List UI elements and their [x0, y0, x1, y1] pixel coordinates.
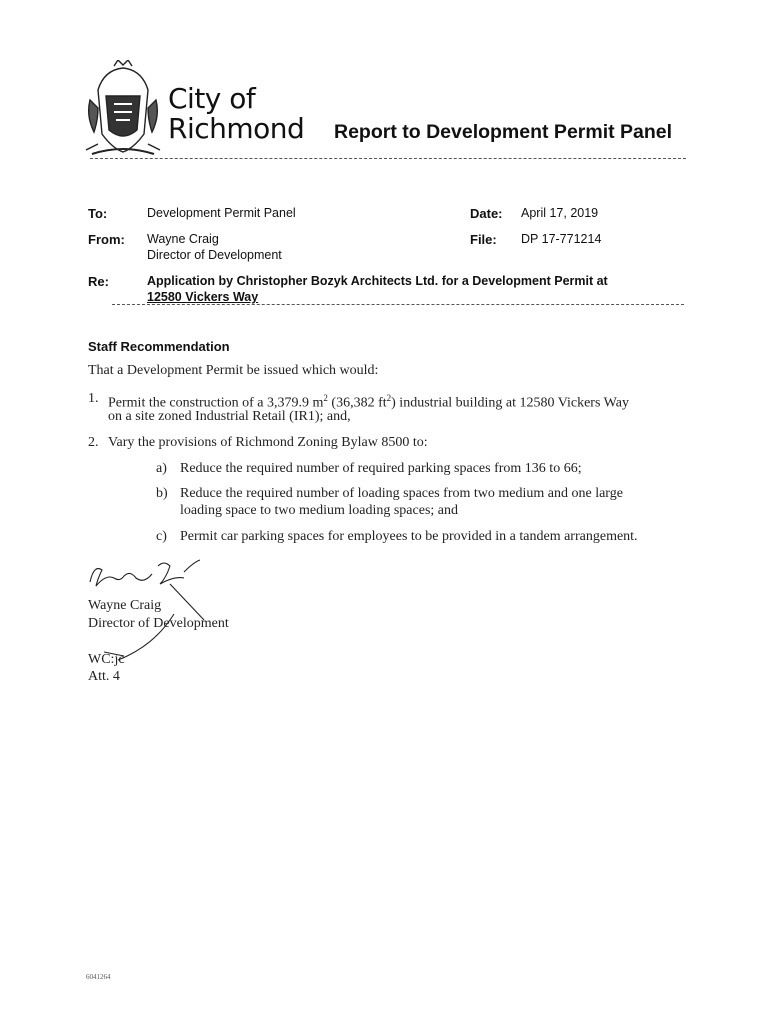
sub-b-label: b) [156, 486, 168, 501]
from-label: From: [88, 232, 125, 247]
city-name-line2: Richmond [168, 112, 305, 145]
item1-sup-m2: 2 [323, 393, 328, 403]
attachments-count: Att. 4 [88, 669, 120, 684]
intro-paragraph: That a Development Permit be issued which would: [88, 363, 379, 378]
sub-b-line1: Reduce the required number of loading spaces from two medium and one large [180, 486, 623, 501]
typist-initials: WC:jc [88, 652, 125, 667]
item1-text-a: Permit the construction of a 3,379.9 m [108, 395, 324, 411]
report-title: Report to Development Permit Panel [334, 121, 673, 143]
sub-c-text: Permit car parking spaces for employees to be provided in a tandem arrangement. [180, 529, 638, 544]
item2-text: Vary the provisions of Richmond Zoning Bylaw 8500 to: [108, 435, 428, 450]
staff-recommendation-heading: Staff Recommendation [88, 339, 230, 354]
file-label: File: [470, 232, 497, 247]
sub-c-label: c) [156, 529, 167, 544]
date-label: Date: [470, 206, 503, 221]
date-value: April 17, 2019 [521, 206, 599, 220]
document-id: 6041264 [86, 973, 111, 981]
re-label: Re: [88, 274, 109, 289]
file-value: DP 17-771214 [521, 232, 602, 246]
to-value: Development Permit Panel [147, 206, 296, 220]
item1-number: 1. [88, 391, 99, 406]
header-rule [90, 158, 686, 159]
item1-line2: on a site zoned Industrial Retail (IR1); and, [108, 409, 351, 424]
city-name-logotype [168, 84, 304, 144]
city-name-line1: City of [168, 82, 256, 115]
to-label: To: [88, 206, 108, 221]
from-name: Wayne Craig [147, 232, 219, 246]
signatory-name: Wayne Craig [88, 598, 162, 613]
item1-sup-ft2: 2 [386, 393, 392, 403]
subject-rule [112, 304, 684, 305]
item1-text-b: (36,382 ft [327, 395, 387, 411]
sub-b-line2: loading space to two medium loading spaces; and [180, 503, 458, 518]
re-line2: 12580 Vickers Way [147, 290, 259, 304]
re-line1: Application by Christopher Bozyk Architects Ltd. for a Development Permit at [147, 274, 608, 288]
sub-a-label: a) [156, 461, 167, 476]
from-title: Director of Development [147, 248, 282, 262]
city-crest-logo [84, 60, 162, 160]
sub-a-text: Reduce the required number of required parking spaces from 136 to 66; [180, 461, 582, 476]
signatory-title: Director of Development [88, 616, 229, 631]
item1-text-c: ) industrial building at 12580 Vickers Way [391, 395, 629, 411]
item2-number: 2. [88, 435, 99, 450]
